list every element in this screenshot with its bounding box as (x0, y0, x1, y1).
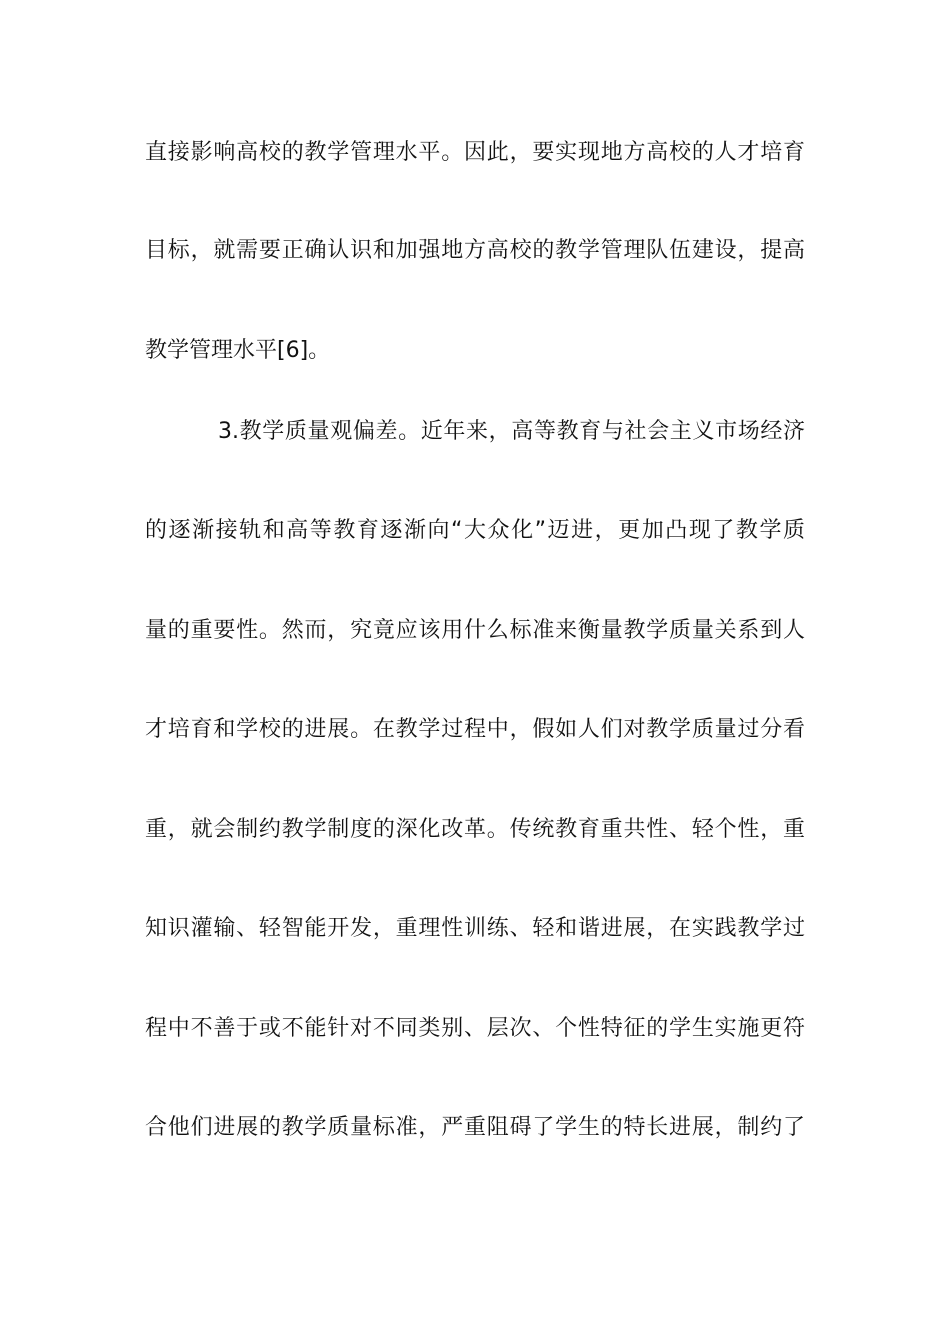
text-line: 重，就会制约教学制度的深化改革。传统教育重共性、轻个性，重 (145, 817, 805, 842)
text-line: 目标，就需要正确认识和加强地方高校的教学管理队伍建设，提高 (145, 238, 805, 263)
text-line: 程中不善于或不能针对不同类别、层次、个性特征的学生实施更符 (145, 1016, 805, 1041)
text-line: 的逐渐接轨和高等教育逐渐向“大众化”迈进，更加凸现了教学质 (145, 518, 805, 543)
text-line: 直接影响高校的教学管理水平。因此，要实现地方高校的人才培育 (145, 140, 805, 165)
text-line: 才培育和学校的进展。在教学过程中，假如人们对教学质量过分看 (145, 717, 805, 742)
text-line: 知识灌输、轻智能开发，重理性训练、轻和谐进展，在实践教学过 (145, 916, 805, 941)
text-line: 合他们进展的教学质量标准，严重阻碍了学生的特长进展，制约了 (145, 1115, 805, 1140)
text-line: 教学管理水平[6]。 (145, 338, 331, 363)
text-line: 3.教学质量观偏差。近年来，高等教育与社会主义市场经济 (218, 419, 805, 444)
text-line: 量的重要性。然而，究竟应该用什么标准来衡量教学质量关系到人 (145, 618, 805, 643)
